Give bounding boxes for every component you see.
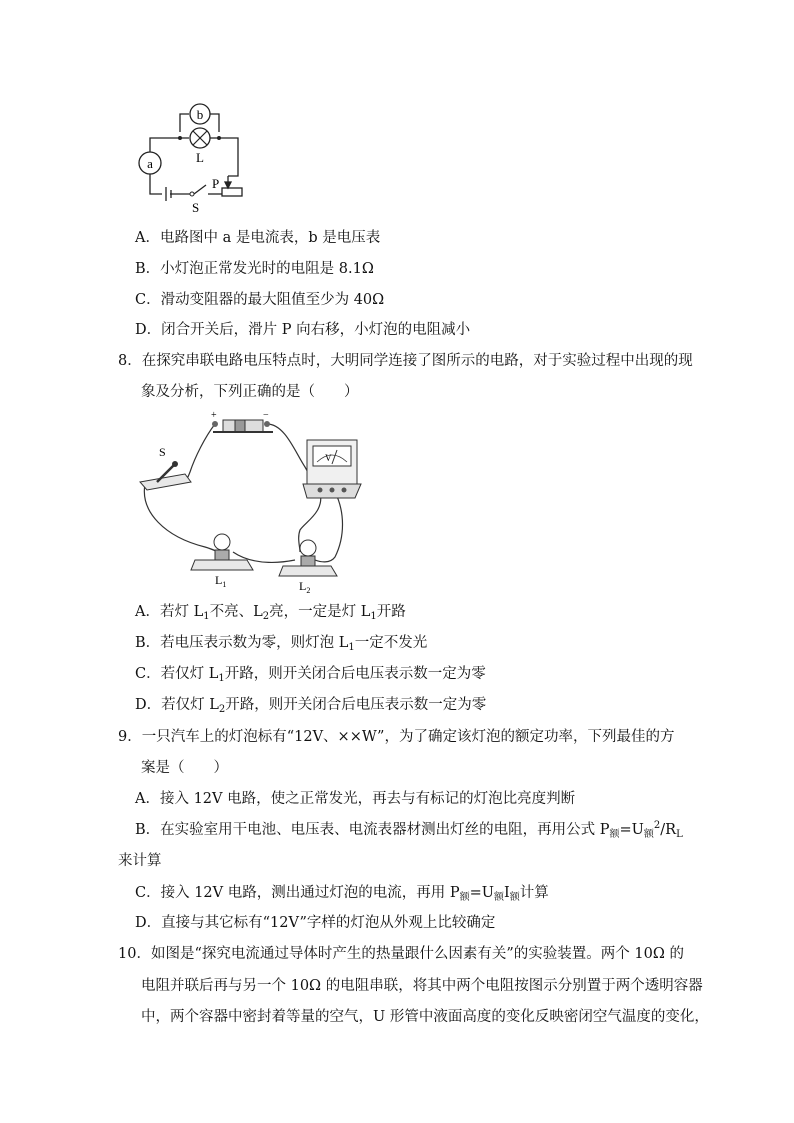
battery-minus-label: − bbox=[263, 410, 269, 421]
q8-stem-line2: 象及分析，下列正确的是（ ） bbox=[141, 384, 359, 400]
switch-label: S bbox=[192, 200, 200, 215]
q10-stem-line1: 10．如图是“探究电流通过导体时产生的热量跟什么因素有关”的实验装置。两个 10Ω 的 bbox=[118, 946, 684, 962]
switch-icon bbox=[140, 474, 191, 490]
meter-b-label: b bbox=[196, 107, 204, 122]
q7-option-a: A．电路图中 a 是电流表，b 是电压表 bbox=[135, 230, 381, 246]
q7-option-c: C．滑动变阻器的最大阻值至少为 40Ω bbox=[135, 292, 385, 308]
q8-option-c: C．若仅灯 $L_1$开路，则开关闭合后电压表示数一定为零 bbox=[135, 666, 486, 684]
junction-dot bbox=[178, 136, 182, 140]
switch-label: S bbox=[159, 445, 166, 459]
q9-option-b-cont: 来计算 bbox=[118, 853, 162, 869]
lamp-l2-label: $L_2$ bbox=[299, 579, 311, 595]
lamp-l1-label: $L_1$ bbox=[215, 573, 227, 589]
q10-stem-line3: 中，两个容器中密封着等量的空气，U 形管中液面高度的变化反映密闭空气温度的变化， bbox=[141, 1009, 709, 1025]
q8-option-b: B．若电压表示数为零，则灯泡 $L_1$一定不发光 bbox=[135, 635, 428, 653]
voltmeter-label: V bbox=[325, 453, 332, 463]
q8-option-d: D．若仅灯 $L_2$开路，则开关闭合后电压表示数一定为零 bbox=[135, 697, 487, 715]
battery-plus-label: + bbox=[211, 410, 217, 421]
q8-stem-line1: 8．在探究串联电路电压特点时，大明同学连接了图所示的电路，对于实验过程中出现的现 bbox=[118, 353, 693, 369]
circuit-photo-fig2 bbox=[135, 412, 365, 594]
q7-option-d: D．闭合开关后，滑片 P 向右移，小灯泡的电阻减小 bbox=[135, 322, 471, 338]
q9-option-b: B．在实验室用干电池、电压表、电流表器材测出灯丝的电阻，再用公式 $P_额=U_额^2/R_L$ bbox=[135, 820, 683, 840]
circuit-diagram-fig1 bbox=[130, 100, 250, 215]
lamp-l2-icon bbox=[279, 566, 337, 576]
q9-option-d: D．直接与其它标有“12V”字样的灯泡从外观上比较确定 bbox=[135, 915, 496, 931]
q8-option-a: A．若灯 $L_1$不亮、$L_2$亮，一定是灯 $L_1$开路 bbox=[135, 604, 406, 622]
q9-stem-line1: 9．一只汽车上的灯泡标有“12V、××W”，为了确定该灯泡的额定功率，下列最佳的方 bbox=[118, 729, 675, 745]
lamp-l1-icon bbox=[191, 560, 253, 570]
q7-option-b: B．小灯泡正常发光时的电阻是 8.1Ω bbox=[135, 261, 374, 277]
junction-dot bbox=[217, 136, 221, 140]
q9-option-c: C．接入 12V 电路，测出通过灯泡的电流，再用 $P_额=U_额I_额$计算 bbox=[135, 885, 549, 903]
lamp-label: L bbox=[196, 150, 204, 165]
meter-a-label: a bbox=[147, 156, 153, 171]
slider-label: P bbox=[212, 176, 220, 191]
q10-stem-line2: 电阻并联后再与另一个 10Ω 的电阻串联，将其中两个电阻按图示分别置于两个透明容器 bbox=[141, 978, 703, 994]
switch-contact bbox=[190, 192, 194, 196]
q9-stem-line2: 案是（ ） bbox=[141, 760, 228, 776]
q9-option-a: A．接入 12V 电路，使之正常发光，再去与有标记的灯泡比亮度判断 bbox=[135, 791, 576, 807]
